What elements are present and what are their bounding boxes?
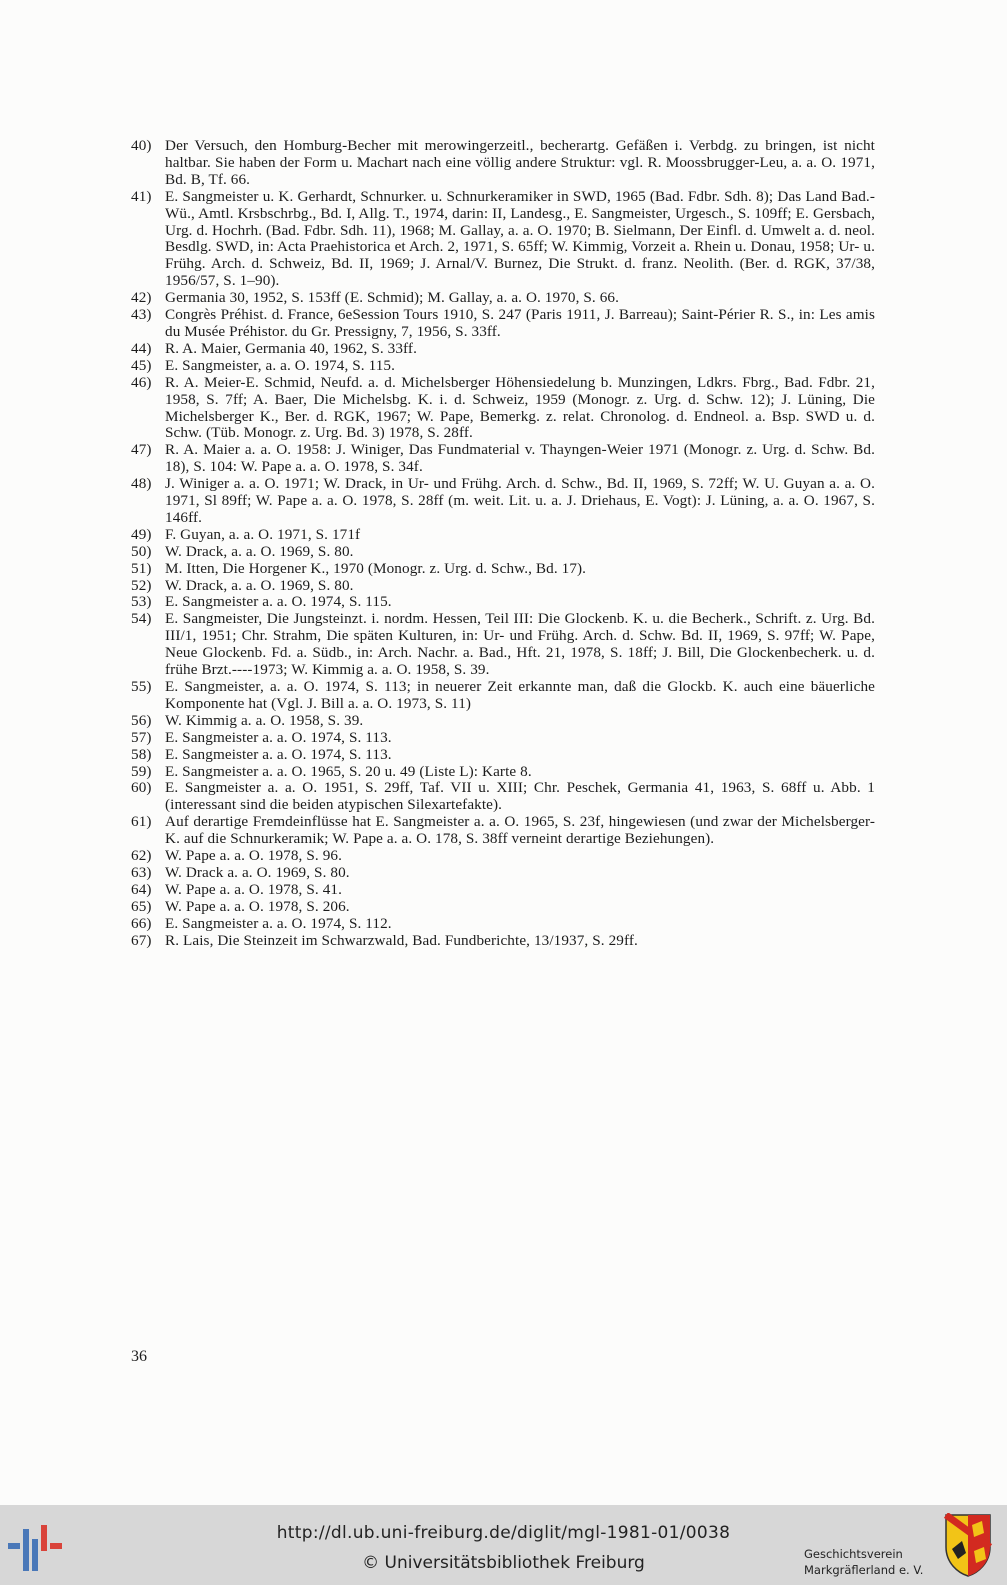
- footnote-item: [131, 814, 875, 848]
- footnote-item: [131, 865, 875, 882]
- footnote-number: 63): [131, 863, 152, 881]
- footnote-text: E. Sangmeister, a. a. O. 1974, S. 115.: [165, 356, 395, 374]
- footnote-text: W. Pape a. a. O. 1978, S. 96.: [165, 847, 342, 865]
- footnote-item: [131, 358, 875, 375]
- footnote-text: E. Sangmeister a. a. O. 1974, S. 115.: [165, 593, 392, 611]
- footnote-item: [131, 544, 875, 561]
- footnote-item: [131, 189, 875, 290]
- footnote-number: 47): [131, 441, 152, 459]
- footnote-item: [131, 916, 875, 933]
- footnote-number: 43): [131, 306, 152, 324]
- footnote-text: R. A. Meier-E. Schmid, Neufd. a. d. Michelsberger Höhensiedelung b. Munzingen, Ldkrs. Fbrg., Bad. Fdbr. 21, 1958, S. 7ff; A. Baer, Die Michelsbg. K. i. d. Schweiz, 1959 (Monogr. z. Urg. d. Schw. 12); J. Lüning, Die Michelsberger K., Ber. d. RGK, 1967; W. Pape, Bemerkg. z. relat. Chronolog. d. Endneol. a. Bsp. SWD u. d. Schw. (Tüb. Monogr. z. Urg. Bd. 3) 1978, S. 28ff.: [165, 373, 875, 442]
- document-url-link[interactable]: http://dl.ub.uni-freiburg.de/diglit/mgl-1981-01/0038: [276, 1523, 731, 1543]
- footnote-text: E. Sangmeister a. a. O. 1974, S. 113.: [165, 745, 392, 763]
- footnote-number: 56): [131, 711, 152, 729]
- footnote-number: 48): [131, 475, 152, 493]
- footnote-number: 61): [131, 813, 152, 831]
- footnote-text: R. A. Maier a. a. O. 1958: J. Winiger, Das Fundmaterial v. Thayngen-Weier 1971 (Monogr. z. Urg. d. Schw. Bd. 18), S. 104: W. Pape a. a. O. 1978, S. 34f.: [165, 441, 875, 476]
- footnote-text: Congrès Préhist. d. France, 6eSession Tours 1910, S. 247 (Paris 1911, J. Barreau); Saint-Périer R. S., in: Les amis du Musée Préhistor. du Gr. Pressigny, 7, 1956, S. 33ff.: [165, 306, 875, 340]
- footnote-item: [131, 713, 875, 730]
- organization-name: [804, 1546, 923, 1578]
- footnote-number: 42): [131, 289, 152, 307]
- footnote-text: Auf derartige Fremdeinflüsse hat E. Sangmeister a. a. O. 1965, S. 23f, hingewiesen (und zwar der Michelsberger-K. auf die Schnurkeramik; W. Pape a. a. O. 178, S. 38ff verneint derartige Beziehungen).: [165, 813, 875, 848]
- footnote-number: 58): [131, 745, 152, 763]
- footnote-item: [131, 780, 875, 814]
- footnote-number: 59): [131, 762, 152, 780]
- footnote-number: 46): [131, 373, 152, 391]
- footnote-text: Germania 30, 1952, S. 153ff (E. Schmid); M. Gallay, a. a. O. 1970, S. 66.: [165, 289, 620, 307]
- footnote-number: 49): [131, 525, 152, 543]
- footnote-text: J. Winiger a. a. O. 1971; W. Drack, in Ur- und Frühg. Arch. d. Schw., Bd. II, 1969, S. 72ff; W. U. Guyan a. a. O. 1971, Sl 89ff; W. Pape a. a. O. 1978, S. 28ff (m. weit. Lit. u. a. J. Driehaus, E. Vogt): J. Lüning, a. a. O. 1967, S. 146ff.: [165, 475, 875, 526]
- copyright-notice: © Universitätsbibliothek Freiburg: [362, 1553, 645, 1573]
- footnote-item: [131, 594, 875, 611]
- footnote-text: Der Versuch, den Homburg-Becher mit merowingerzeitl., becherartg. Gefäßen i. Verbdg. zu bringen, ist nicht haltbar. Sie haben der Form u. Machart nach eine völlig andere Struktur: vgl. R. Moossbrugger-Leu, a. a. O. 1971, Bd. B, Tf. 66.: [165, 137, 875, 188]
- footnote-text: W. Drack, a. a. O. 1969, S. 80.: [165, 542, 354, 560]
- footnote-item: [131, 561, 875, 578]
- footnote-text: M. Itten, Die Horgener K., 1970 (Monogr. z. Urg. d. Schw., Bd. 17).: [165, 559, 587, 577]
- footnote-item: [131, 764, 875, 781]
- footnote-text: W. Pape a. a. O. 1978, S. 41.: [165, 880, 342, 898]
- footnote-item: [131, 899, 875, 916]
- footnote-item: [131, 375, 875, 443]
- footnote-number: 51): [131, 559, 152, 577]
- footnote-number: 62): [131, 847, 152, 865]
- footnote-text: W. Pape a. a. O. 1978, S. 206.: [165, 897, 350, 915]
- footnote-text: W. Kimmig a. a. O. 1958, S. 39.: [165, 711, 364, 729]
- footnote-number: 44): [131, 339, 152, 357]
- footnote-item: [131, 138, 875, 189]
- footnote-item: [131, 341, 875, 358]
- footnote-number: 50): [131, 542, 152, 560]
- footnote-number: 57): [131, 728, 152, 746]
- footnote-text: W. Drack a. a. O. 1969, S. 80.: [165, 863, 350, 881]
- footnote-number: 45): [131, 356, 152, 374]
- footnote-item: [131, 611, 875, 679]
- footnote-item: [131, 307, 875, 341]
- footnote-text: W. Drack, a. a. O. 1969, S. 80.: [165, 576, 354, 594]
- footnote-text: E. Sangmeister u. K. Gerhardt, Schnurker. u. Schnurkeramiker in SWD, 1965 (Bad. Fdbr. Sdh. 8); Das Land Bad.-Wü., Amtl. Krsbschrbg., Bd. I, Allg. T., 1974, darin: II, Landesg., E. Sangmeister, Urgesch., S. 109ff; E. Gersbach, Urg. d. Hochrh. (Bad. Fdbr. Sdh. 11), 1968; M. Gallay, a. a. O. 1970; B. Sielmann, Der Einfl. d. Umwelt a. d. neol. Besdlg. SWD, in: Acta Praehistorica et Arch. 2, 1971, S. 65ff; W. Kimmig, Vorzeit a. Rhein u. Donau, 1958; Ur- u. Frühg. Arch. d. Schweiz, Bd. II, 1969; J. Arnal/V. Burnez, Die Strukt. d. franz. Neolith. (Ber. d. RGK, 37/38, 1956/57, S. 1–90).: [165, 187, 875, 290]
- footnote-number: 52): [131, 576, 152, 594]
- footnote-item: [131, 679, 875, 713]
- footnote-number: 53): [131, 593, 152, 611]
- footnote-number: 65): [131, 897, 152, 915]
- footnote-item: [131, 747, 875, 764]
- footnote-item: [131, 933, 875, 950]
- footnote-text: E. Sangmeister, Die Jungsteinzt. i. nordm. Hessen, Teil III: Die Glockenb. K. u. die Becherk., Schrift. z. Urg. Bd. III/1, 1951; Chr. Strahm, Die späten Kulturen, in: Ur- und Frühg. Arch. d. Schw. Bd. II, 1969, S. 97ff; W. Pape, Neue Glockenb. Fd. a. Südb., in: Arch. Nachr. a. Bad., Hft. 21, 1978, S. 18ff; J. Bill, Die Glockenbecherk. u. d. frühe Brzt.----1973; W. Kimmig a. a. O. 1958, S. 39.: [165, 610, 875, 679]
- footnote-item: [131, 848, 875, 865]
- footnote-number: 67): [131, 931, 152, 949]
- footnote-text: E. Sangmeister a. a. O. 1965, S. 20 u. 49 (Liste L): Karte 8.: [165, 762, 532, 780]
- footnote-number: 41): [131, 187, 152, 205]
- footnote-item: [131, 290, 875, 307]
- footnote-item: [131, 882, 875, 899]
- organization-line-2: Markgräflerland e. V.: [804, 1563, 924, 1577]
- footnote-text: R. Lais, Die Steinzeit im Schwarzwald, Bad. Fundberichte, 13/1937, S. 29ff.: [165, 931, 638, 949]
- footnote-text: E. Sangmeister a. a. O. 1951, S. 29ff, Taf. VII u. XIII; Chr. Peschek, Germania 41, 1963, S. 68ff u. Abb. 1 (interessant sind die beiden atypischen Silexartefakte).: [165, 779, 875, 814]
- footnote-text: E. Sangmeister, a. a. O. 1974, S. 113; in neuerer Zeit erkannte man, daß die Glockb. K. auch eine bäuerliche Komponente hat (Vgl. J. Bill a. a. O. 1973, S. 11): [165, 678, 875, 712]
- footnote-number: 54): [131, 610, 152, 628]
- coat-of-arms-icon: [944, 1513, 992, 1577]
- footnote-item: [131, 578, 875, 595]
- footnote-number: 55): [131, 678, 152, 695]
- viewer-footer: [0, 1505, 1007, 1585]
- footnote-text: F. Guyan, a. a. O. 1971, S. 171f: [165, 525, 361, 543]
- page-number: 36: [131, 1348, 147, 1365]
- footnote-item: [131, 476, 875, 527]
- footnote-item: [131, 527, 875, 544]
- footnote-item: [131, 442, 875, 476]
- footnote-list: [131, 138, 875, 950]
- footnote-text: E. Sangmeister a. a. O. 1974, S. 112.: [165, 914, 392, 932]
- footnote-item: [131, 730, 875, 747]
- footnote-text: R. A. Maier, Germania 40, 1962, S. 33ff.: [165, 339, 417, 357]
- footnote-number: 64): [131, 880, 152, 898]
- organization-line-1: Geschichtsverein: [804, 1547, 903, 1561]
- footnote-number: 40): [131, 137, 152, 154]
- footnote-text: E. Sangmeister a. a. O. 1974, S. 113.: [165, 728, 392, 746]
- footnote-number: 66): [131, 914, 152, 932]
- footnote-number: 60): [131, 779, 152, 797]
